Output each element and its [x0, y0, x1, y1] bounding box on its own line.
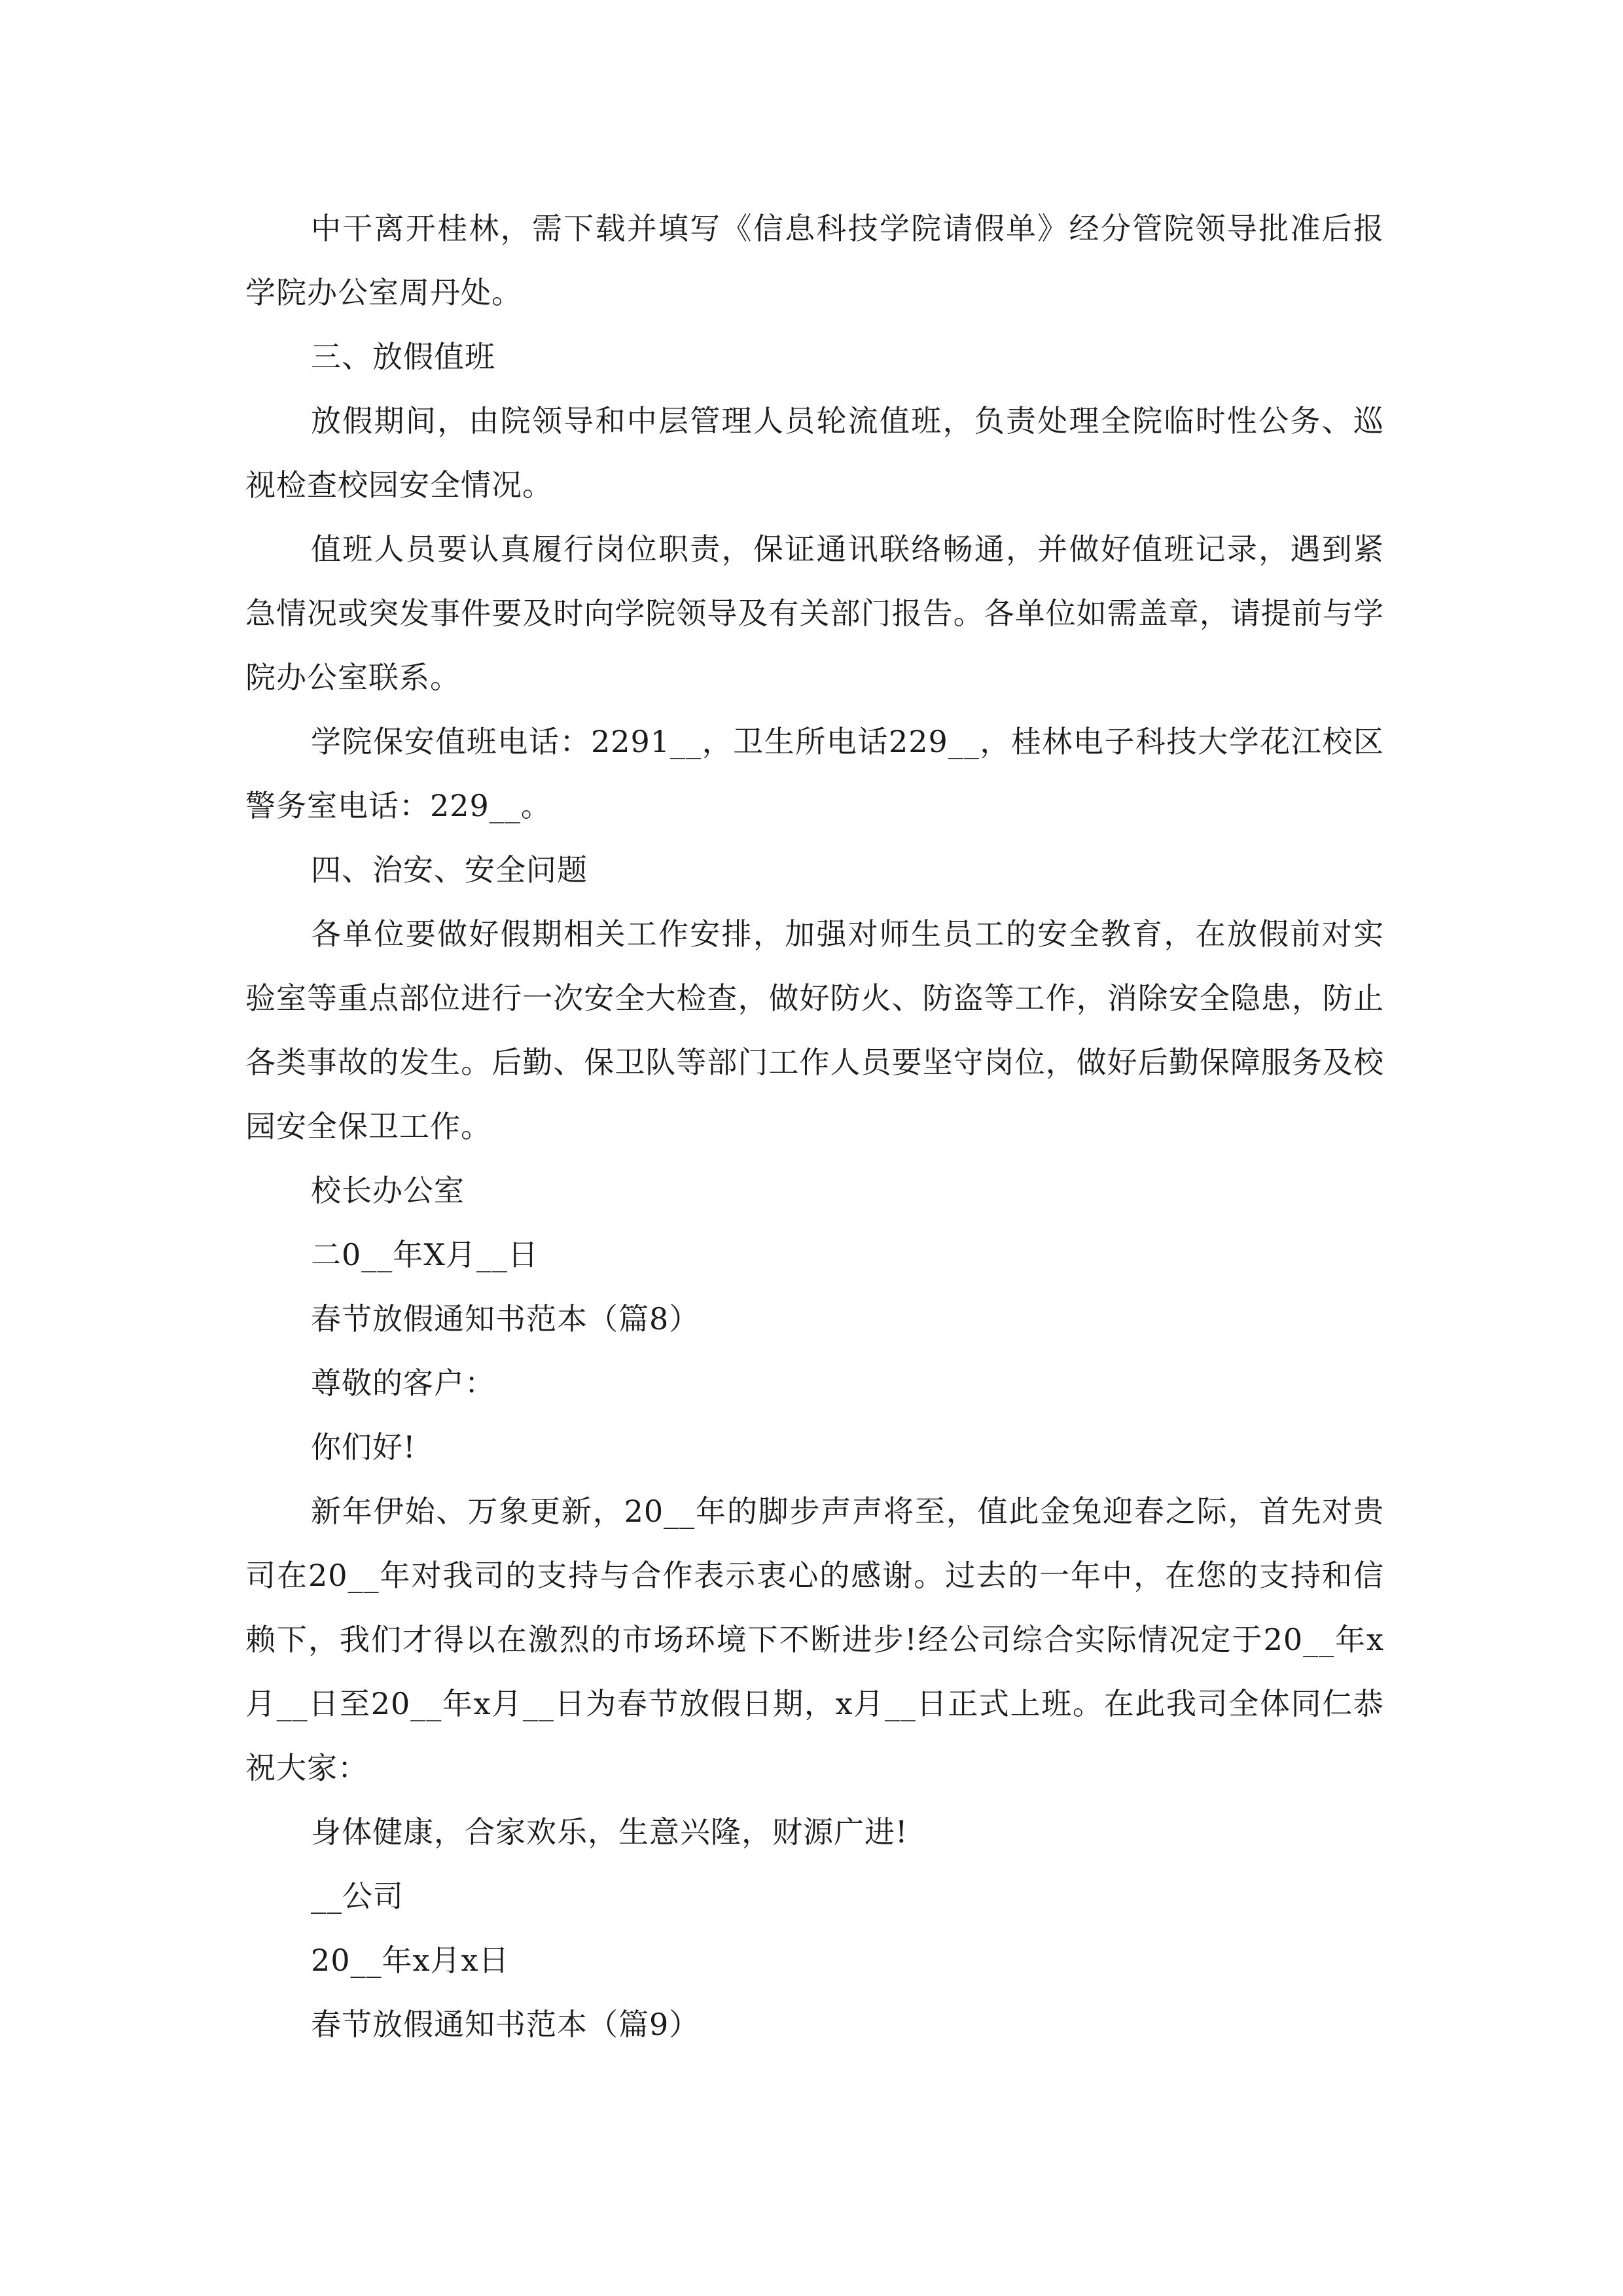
- greeting: 你们好!: [311, 1429, 416, 1465]
- paragraph-leave-request: 中干离开桂林，需下载并填写《信息科技学院请假单》经分管院领导批准后报学院办公室周丹处。: [245, 211, 1384, 310]
- section-title-8: 春节放假通知书范本（篇8）: [311, 1301, 700, 1336]
- paragraph-new-year-notice: 新年伊始、万象更新，20__年的脚步声声将至，值此金兔迎春之际，首先对贵司在20__年对我司的支持与合作表示衷心的感谢。过去的一年中，在您的支持和信赖下，我们才得以在激烈的市场环境下不断进步!经公司综合实际情况定于20__年x月__日至20__年x月__日为春节放假日期，x月__日正式上班。在此我司全体同仁恭祝大家：: [245, 1494, 1384, 1785]
- signature-date: 二0__年X月__日: [311, 1237, 539, 1272]
- paragraph-duty-rotation: 放假期间，由院领导和中层管理人员轮流值班，负责处理全院临时性公务、巡视检查校园安全情况。: [245, 403, 1384, 503]
- heading-security-issues: 四、治安、安全问题: [311, 852, 588, 888]
- salutation: 尊敬的客户：: [311, 1365, 495, 1401]
- paragraph-phone-numbers: 学院保安值班电话：2291__，卫生所电话229__，桂林电子科技大学花江校区警务室电话：229__。: [245, 724, 1384, 823]
- heading-holiday-duty: 三、放假值班: [311, 339, 495, 374]
- signature-office: 校长办公室: [311, 1173, 465, 1208]
- document-body: [245, 196, 1384, 2056]
- paragraph-duty-responsibilities: 值班人员要认真履行岗位职责，保证通讯联络畅通，并做好值班记录，遇到紧急情况或突发事件要及时向学院领导及有关部门报告。各单位如需盖章，请提前与学院办公室联系。: [245, 531, 1384, 695]
- paragraph-safety-work: 各单位要做好假期相关工作安排，加强对师生员工的安全教育，在放假前对实验室等重点部位进行一次安全大检查，做好防火、防盗等工作，消除安全隐患，防止各类事故的发生。后勤、保卫队等部门工作人员要坚守岗位，做好后勤保障服务及校园安全保卫工作。: [245, 916, 1384, 1144]
- company-signature: __公司: [311, 1878, 404, 1914]
- section-title-9: 春节放假通知书范本（篇9）: [311, 2007, 700, 2042]
- company-date: 20__年x月x日: [311, 1943, 510, 1978]
- wishes-line: 身体健康，合家欢乐，生意兴隆，财源广进!: [311, 1814, 908, 1850]
